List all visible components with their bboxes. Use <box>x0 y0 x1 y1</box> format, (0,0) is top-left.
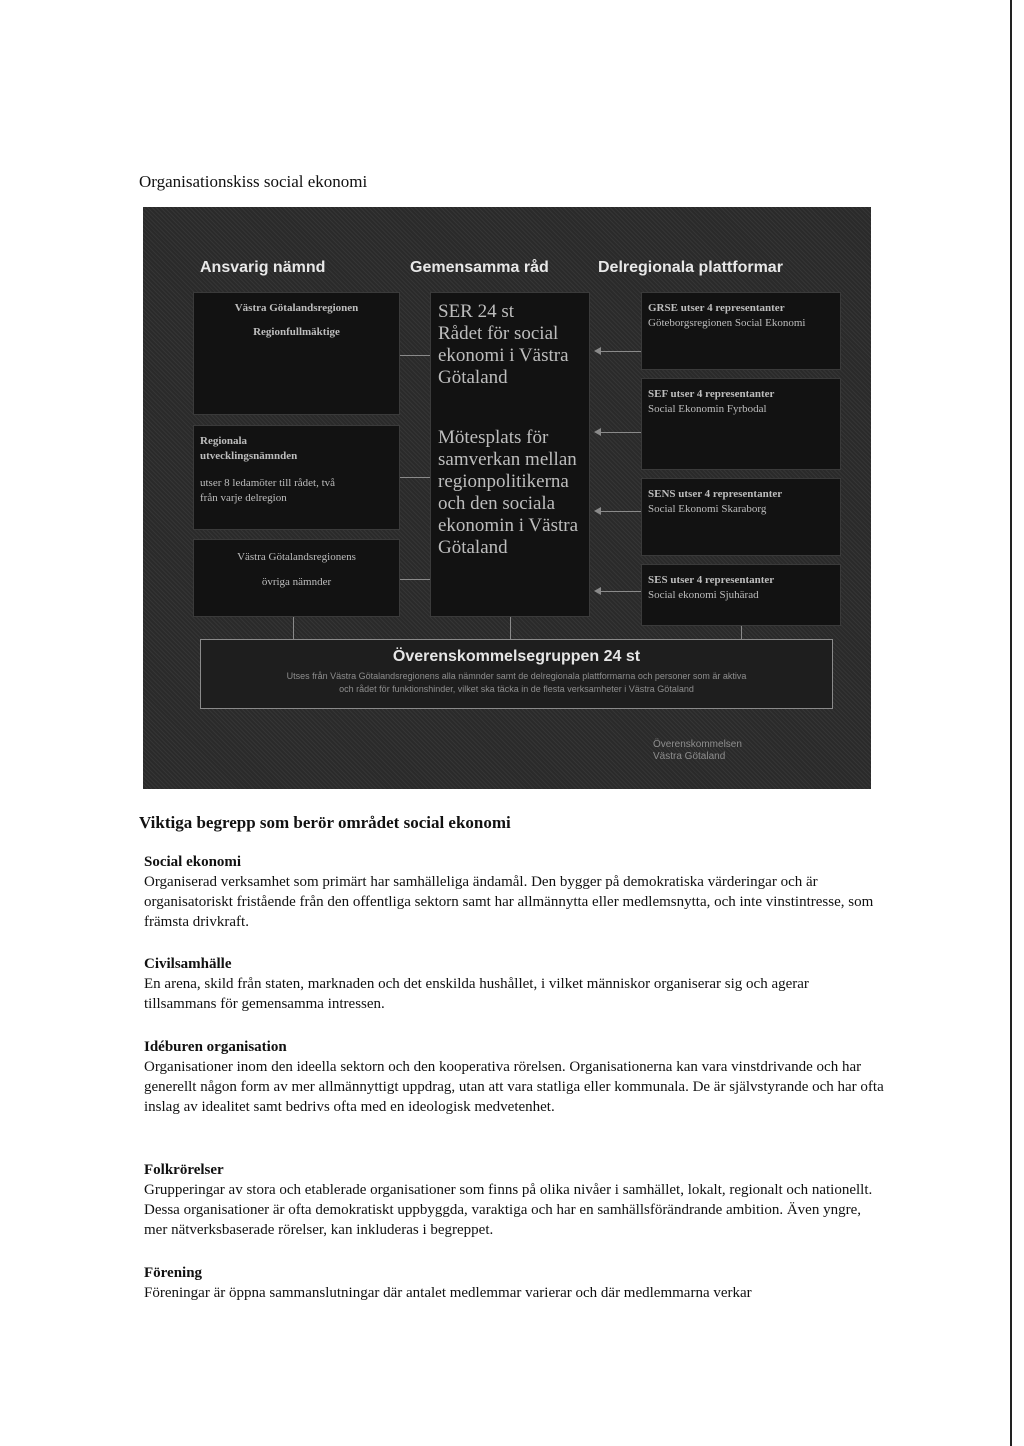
agreement-group-description <box>209 670 824 696</box>
arrow-connector <box>293 617 294 639</box>
arrow-connector <box>400 355 430 356</box>
middle-box-council <box>430 292 590 617</box>
arrowhead-left-icon <box>594 428 601 436</box>
agreement-group-box <box>200 639 833 709</box>
other-committees-line-2: övriga nämnder <box>261 576 332 588</box>
agreement-group-title: Överenskommelsegruppen 24 st <box>392 648 641 665</box>
header-responsible-committee: Ansvarig nämnd <box>200 259 326 276</box>
platform-grse-name: Göteborgsregionen Social Ekonomi <box>648 317 806 329</box>
term-title: Idéburen organisation <box>144 1039 287 1055</box>
arrow-connector <box>601 351 641 352</box>
platform-grse-title: GRSE utser 4 representanter <box>648 302 785 314</box>
arrow-connector <box>400 477 430 478</box>
section-heading: Viktiga begrepp som berör området social ekonomi <box>139 813 511 832</box>
organization-diagram <box>143 207 871 789</box>
diagram-credit <box>653 739 742 763</box>
page-edge-line <box>1010 0 1012 1446</box>
committee-line-4: från varje delregion <box>200 492 287 504</box>
platform-box-ses <box>641 564 841 626</box>
platform-sens-name: Social Ekonomi Skaraborg <box>648 503 767 515</box>
term-definition: Organiserad verksamhet som primärt har samhälleliga ändamål. Den bygger på demokratiska värderingar och är organisatoriskt fristående från den offentliga sektorn samt har allmännytta eller medlemsnytta, och inte vinstintresse, som främsta drivkraft. <box>144 874 874 930</box>
header-joint-councils: Gemensamma råd <box>410 259 549 276</box>
credit-line-1: Överenskommelsen <box>653 739 742 750</box>
term-idea-based-organisation <box>144 1037 884 1117</box>
council-description: SER 24 st Rådet för social ekonomi i Västra Götaland <box>438 301 569 388</box>
platform-sef-name: Social Ekonomin Fyrbodal <box>648 403 767 415</box>
platform-ses-name: Social ekonomi Sjuhärad <box>648 589 759 601</box>
term-civil-society <box>144 954 884 1014</box>
other-committees-line-1: Västra Götalandsregionens <box>237 551 356 563</box>
platform-ses-title: SES utser 4 representanter <box>648 574 775 586</box>
arrow-connector <box>741 626 742 639</box>
meeting-place-description: Mötesplats för samverkan mellan regionpolitikerna och den sociala ekonomin i Västra Götaland <box>438 427 579 558</box>
term-title: Social ekonomi <box>144 854 242 870</box>
arrow-connector <box>601 432 641 433</box>
platform-sef-title: SEF utser 4 representanter <box>648 388 775 400</box>
committee-line-1: Regionala <box>200 435 248 447</box>
arrow-connector <box>601 511 641 512</box>
arrow-connector <box>400 579 430 580</box>
platform-box-sens <box>641 478 841 556</box>
term-definition: En arena, skild från staten, marknaden och det enskilda hushållet, i vilket människor organiserar sig och agerar tillsammans för gemensamma intressen. <box>144 976 809 1012</box>
committee-line-3: utser 8 ledamöter till rådet, två <box>200 477 336 489</box>
term-title: Förening <box>144 1265 203 1281</box>
left-box-region-council <box>193 292 400 415</box>
header-subregional-platforms: Delregionala plattformar <box>598 259 783 276</box>
page-title: Organisationskiss social ekonomi <box>139 172 368 191</box>
term-association <box>144 1263 884 1303</box>
term-definition: Föreningar är öppna sammanslutningar där antalet medlemmar varierar och där medlemmarna verkar <box>144 1285 752 1301</box>
credit-line-2: Västra Götaland <box>653 751 726 762</box>
arrow-connector <box>601 591 641 592</box>
arrowhead-left-icon <box>594 587 601 595</box>
platform-box-sef <box>641 378 841 470</box>
arrowhead-left-icon <box>594 507 601 515</box>
left-box-other-committees <box>193 539 400 617</box>
arrow-connector <box>510 617 511 639</box>
term-definition: Organisationer inom den ideella sektorn och den kooperativa rörelsen. Organisationerna kan vara vinstdrivande och har generellt någon form av mer allmännyttigt uppdrag, utan att vara statliga eller kommunala. De är självstyrande och har ofta inslag av idealitet samt bedrivs ofta med en ideologisk medvetenhet. <box>144 1059 884 1115</box>
term-title: Civilsamhälle <box>144 956 232 972</box>
term-popular-movements <box>144 1160 884 1240</box>
term-social-economy <box>144 852 884 932</box>
arrowhead-left-icon <box>594 347 601 355</box>
platform-box-grse <box>641 292 841 370</box>
region-council-name: Regionfullmäktige <box>253 326 340 338</box>
committee-line-2: utvecklingsnämnden <box>200 450 298 462</box>
agreement-desc-line-2: och rådet för funktionshinder, vilket ska täcka in de flesta verksamheter i Västra Götaland <box>339 684 694 694</box>
agreement-desc-line-1: Utses från Västra Götalandsregionens alla nämnder samt de delregionala plattformarna och personer som är aktiva <box>286 671 747 681</box>
platform-sens-title: SENS utser 4 representanter <box>648 488 783 500</box>
left-box-development-committee <box>193 425 400 530</box>
region-name: Västra Götalandsregionen <box>234 302 359 314</box>
term-definition: Grupperingar av stora och etablerade organisationer som finns på olika nivåer i samhället, lokalt, regionalt och nationellt. Dessa organisationer är ofta demokratiskt uppbyggda, varaktiga och har en samhällsförändrande ambition. Även yngre, mer nätverksbaserade rörelser, kan inkluderas i begreppet. <box>144 1182 873 1238</box>
term-title: Folkrörelser <box>144 1162 224 1178</box>
